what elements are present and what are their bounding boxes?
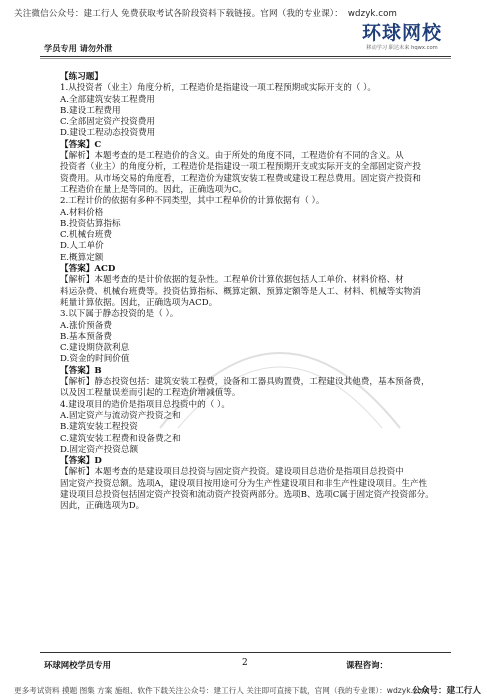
question-stem: 4.建设项目的造价是指项目总投资中的（ ）。 [60,399,230,410]
analysis-line: 固定资产投资总额。选项A，建设项目按用途可分为生产性建设项目和非生产性建设项目。生产性 [60,478,428,489]
question-stem: 2.工程计价的依据有多种不同类型，其中工程单价的计算依据有（ ）。 [60,196,325,207]
option: B.建设工程费用 [60,105,121,116]
analysis-line: 料运杂费、机械台班费等。投资估算指标、概算定额、预算定额等是人工、材料、机械等实物消 [60,286,421,297]
analysis-line: 建设项目总投资包括固定资产投资和流动资产投资两部分。选项B、选项C属于固定资产投资部分。 [60,489,434,500]
option: C.全部固定资产投资费用 [60,117,155,128]
option: D.资金的时间价值 [60,354,130,365]
option: B.基本预备费 [60,331,113,342]
option: D.固定资产投资总额 [60,444,139,455]
question-4 [60,400,446,513]
analysis-line: 【解析】本题考查的是计价依据的复杂性。工程单价计算依据包括人工单价、材料价格、材 [60,275,404,286]
analysis-line: 工程造价在量上是等同的。因此，正确选项为C。 [60,184,248,195]
analysis-line: 【解析】静态投资包括：建筑安装工程费，设备和工器具购置费，工程建设其他费，基本预备费， [60,377,430,388]
analysis-line: 耗量计算依据。因此，正确选项为ACD。 [60,297,218,308]
bottom-watermark: 公众号：建工行人 [412,686,481,696]
option: A.固定资产与流动资产投资之和 [60,410,181,421]
answer: 【答案】C [60,139,102,150]
option: A.全部建筑安装工程费用 [60,94,155,105]
option: C.建筑安装工程费和设备费之和 [60,433,181,444]
question-stem: 1.从投资者（业主）角度分析，工程造价是指建设一项工程预期或实际开支的（ ）。 [60,83,377,94]
header-rule-thin [40,58,451,59]
option: E.概算定额 [60,252,104,263]
option: B.投资估算指标 [60,218,121,229]
question-1 [60,83,446,196]
exercise-content [60,72,446,513]
option: D.建设工程动态投资费用 [60,128,156,139]
answer: 【答案】ACD [60,264,116,275]
header-note: 学员专用 请勿外泄 [44,43,113,53]
question-3 [60,309,446,399]
footer-rule [40,652,451,653]
section-title: 【练习题】 [60,72,103,82]
question-2 [60,196,446,309]
option: C.机械台班费 [60,230,112,241]
top-banner-url[interactable]: wdzyk.com [347,9,397,19]
analysis-line: 投资者（业主）的角度分析，工程造价是指建设一项工程预期开支或实际开支的全部固定资产投 [60,162,421,173]
bottom-banner: 更多考试资料 摸题 图集 方案 施组、软件下载关注公众号：建工行人 关注即可直接下载，官网（我的专业课）：wdzyk.com [14,686,430,695]
analysis-line: 资费用。从市场交易的角度看，工程造价为建筑安装工程费或建设工程总费用。固定资产投资和 [60,173,421,184]
option: B.建筑安装工程投资 [60,422,138,433]
answer: 【答案】B [60,365,102,376]
logo-main-text: 环球网校 [361,22,442,44]
top-banner-text: 关注微信公众号：建工行人 免费获取考试各阶段资料下载链接。官网（我的专业课）： [14,9,343,19]
top-banner [14,7,397,19]
analysis-line: 【解析】本题考查的是工程造价的含义。由于所处的角度不同，工程造价有不同的含义。从 [60,151,404,162]
logo-sub-text: 移动学习 职达未来 hqwx.com [366,45,438,51]
footer-left: 环球网校学员专用 [44,660,111,670]
answer: 【答案】D [60,456,102,467]
option: C.建设期贷款利息 [60,343,130,354]
header-rule [40,56,451,57]
page-number: 2 [242,658,248,668]
question-stem: 3.以下属于静态投资的是（ ）。 [60,309,179,320]
analysis-line: 【解析】本题考查的是建设项目总投资与固定资产投资。建设项目总造价是指项目总投资中 [60,467,404,478]
analysis-line: 以及因工程量误差而引起的工程造价增减值等。 [60,388,241,399]
footer-consult: 课程咨询： [346,660,388,670]
option: A.涨价预备费 [60,320,112,331]
option: D.人工单价 [60,241,104,252]
analysis-line: 因此，正确选项为D。 [60,501,145,512]
option: A.材料价格 [60,207,104,218]
